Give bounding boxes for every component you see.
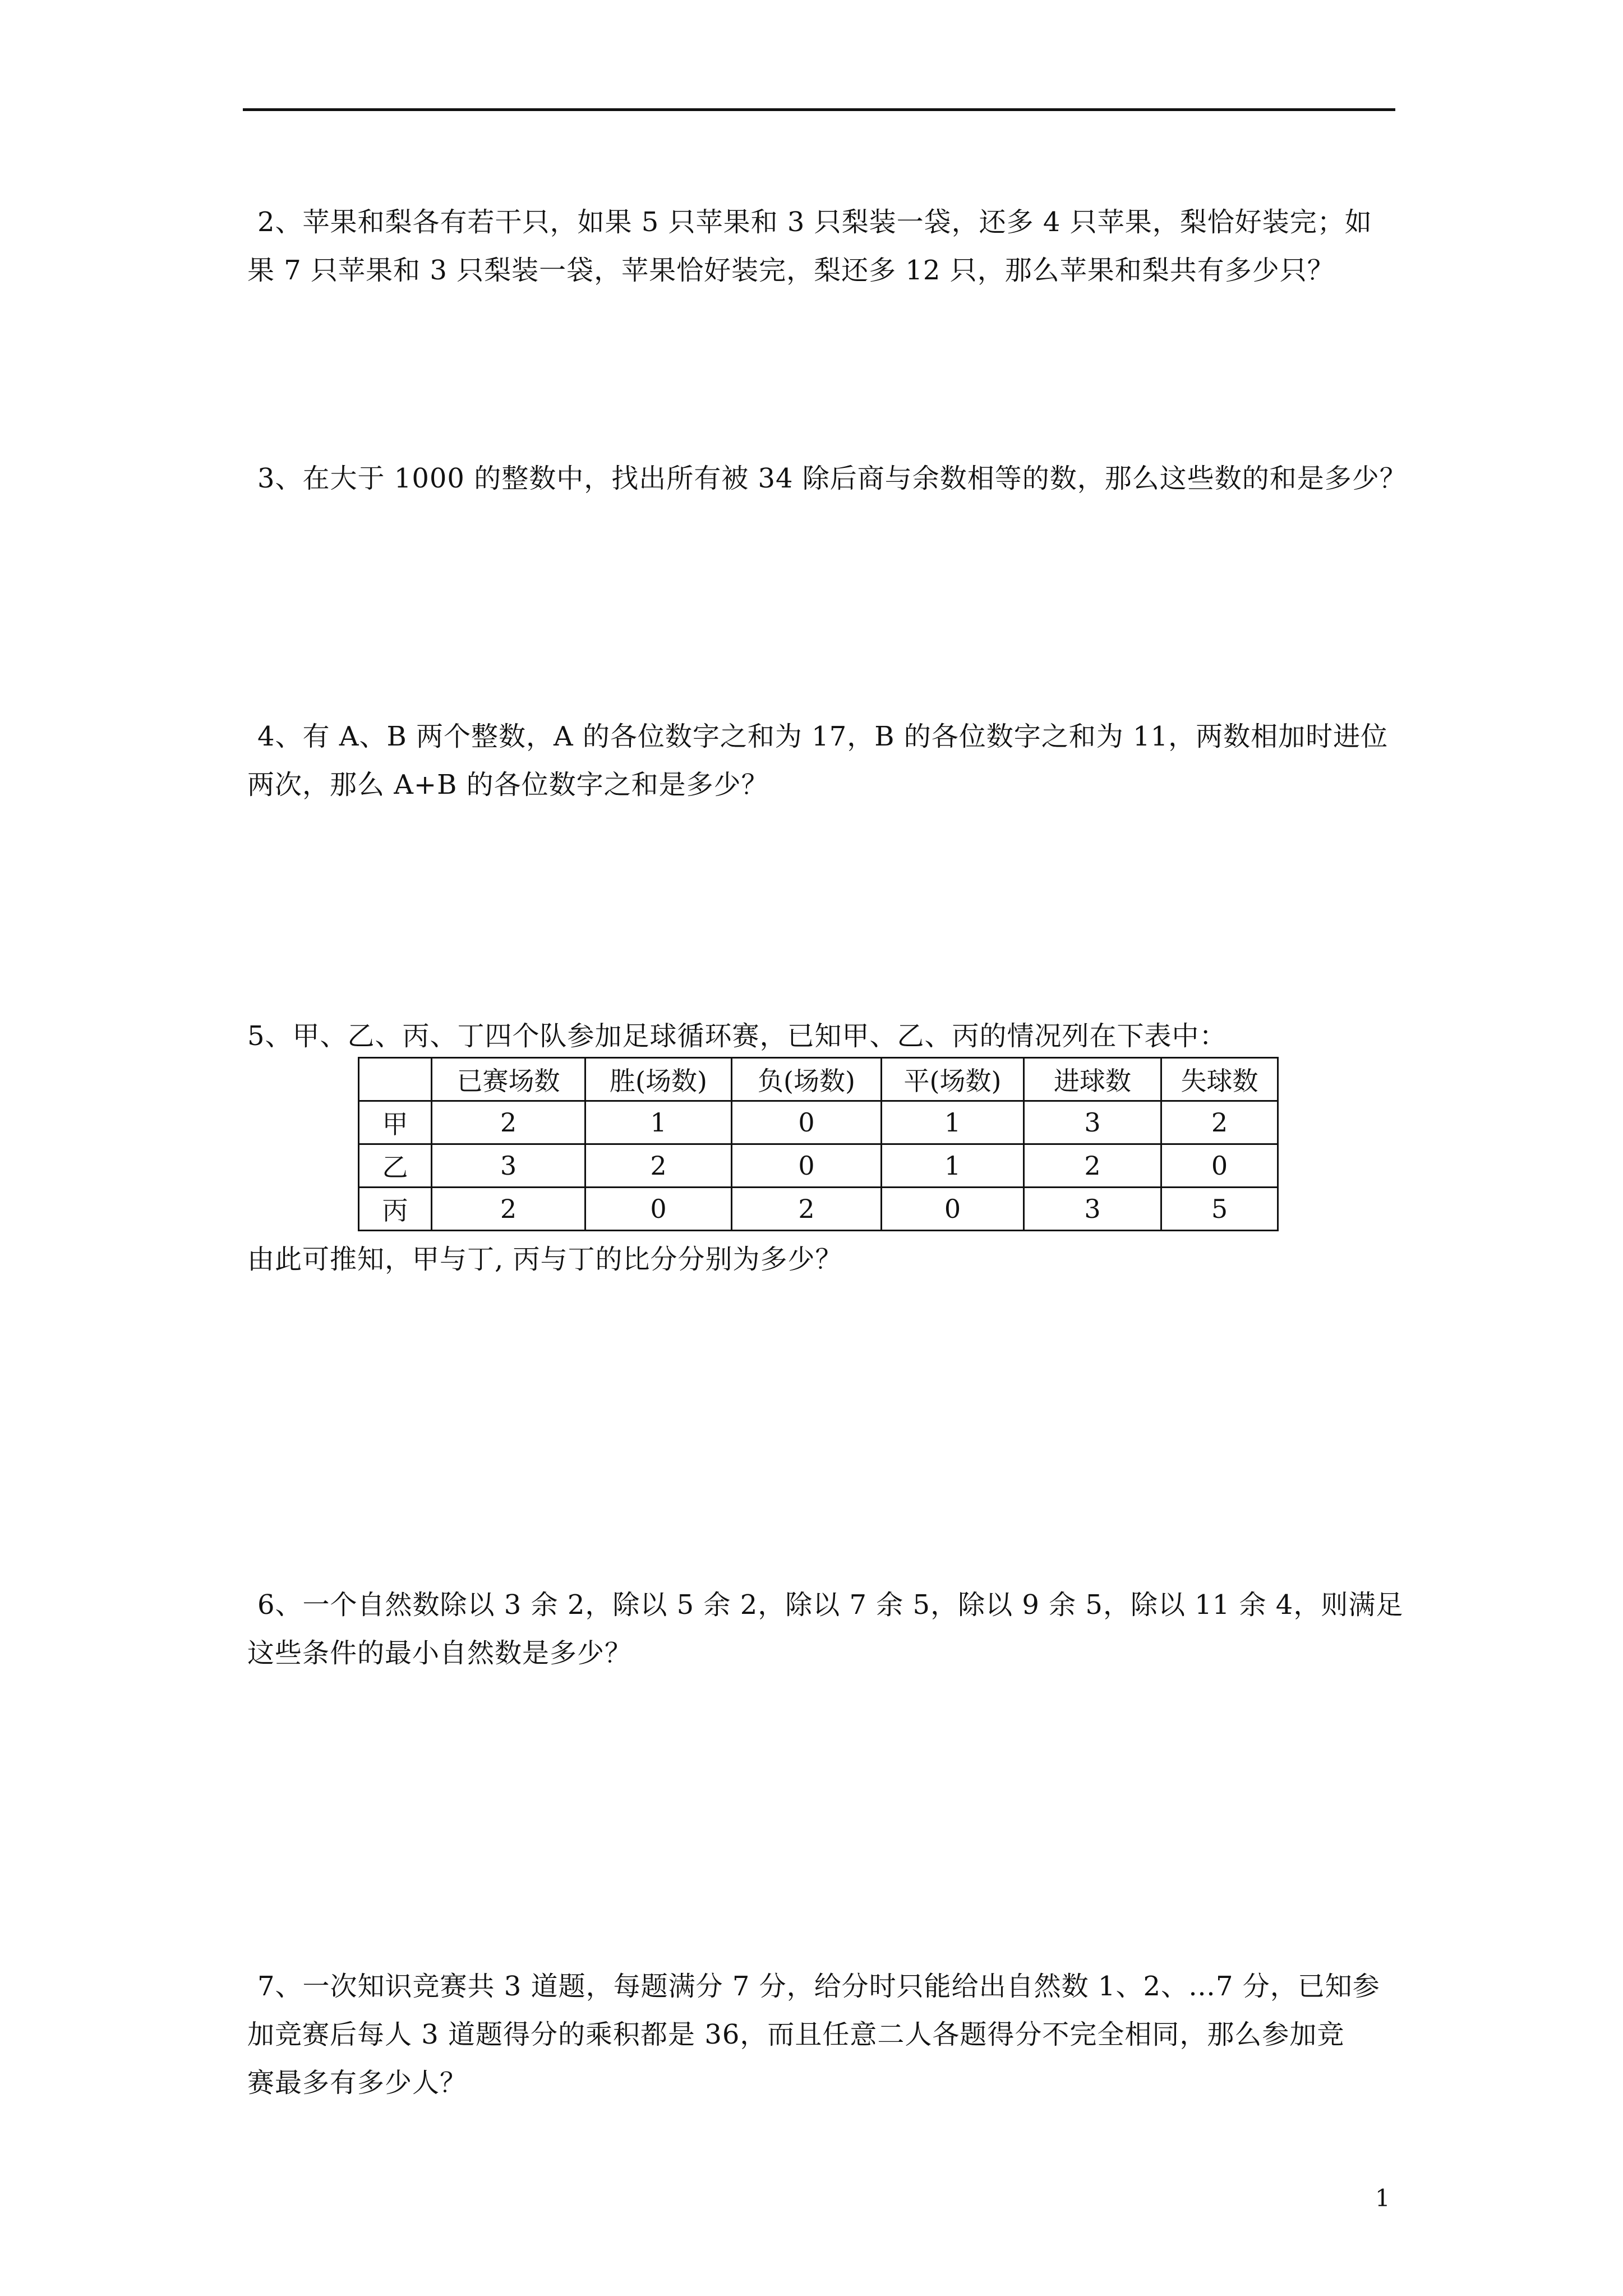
problem-7-line-2: 加竞赛后每人 3 道题得分的乘积都是 36，而且任意二人各题得分不完全相同，那么参加竞: [247, 2019, 1345, 2050]
table-header-row: [359, 1058, 1278, 1101]
problem-2-line-2: 果 7 只苹果和 3 只梨装一袋，苹果恰好装完，梨还多 12 只，那么苹果和梨共有多少只？: [247, 255, 1335, 286]
table-cell: 2: [585, 1144, 732, 1188]
standings-table: [358, 1057, 1279, 1231]
table-cell: 0: [1161, 1144, 1278, 1188]
table-cell: 1: [882, 1144, 1024, 1188]
problem-5: [247, 1012, 1394, 1060]
team-cell: 甲: [359, 1101, 432, 1144]
problem-7-line-3: 赛最多有多少人？: [247, 2067, 468, 2099]
table-cell: 0: [585, 1188, 732, 1231]
problem-5-intro: 5、甲、乙、丙、丁四个队参加足球循环赛，已知甲、乙、丙的情况列在下表中：: [247, 1020, 1227, 1052]
table-cell: 0: [882, 1188, 1024, 1231]
table-cell: 3: [1024, 1188, 1161, 1231]
table-cell: 5: [1161, 1188, 1278, 1231]
problem-3: [247, 454, 1407, 503]
table-cell: 0: [732, 1101, 882, 1144]
team-cell: 丙: [359, 1188, 432, 1231]
problem-6-line-1: 6、一个自然数除以 3 余 2，除以 5 余 2，除以 7 余 5，除以 9 余 5，除以 11 余 4，则满足: [257, 1589, 1404, 1621]
problem-5-question: [247, 1235, 1394, 1283]
page-number: 1: [1375, 2184, 1390, 2212]
problem-4-line-1: 4、有 A、B 两个整数，A 的各位数字之和为 17，B 的各位数字之和为 11，两数相加时进位: [257, 721, 1389, 752]
problem-6: [247, 1581, 1404, 1677]
header-rule: [243, 108, 1395, 111]
problem-7: [247, 1962, 1394, 2107]
problem-4-line-2: 两次，那么 A+B 的各位数字之和是多少？: [247, 769, 769, 800]
problem-7-line-1: 7、一次知识竞赛共 3 道题，每题满分 7 分，给分时只能给出自然数 1、2、…7 分，已知参: [257, 1971, 1380, 2002]
problem-5-follow: 由此可推知，甲与丁, 丙与丁的比分分别为多少？: [247, 1244, 843, 1275]
problem-6-line-2: 这些条件的最小自然数是多少？: [247, 1637, 633, 1669]
table-row: [359, 1188, 1278, 1231]
table-row: [359, 1144, 1278, 1188]
table-cell: 2: [432, 1188, 585, 1231]
problem-2-line-1: 2、苹果和梨各有若干只，如果 5 只苹果和 3 只梨装一袋，还多 4 只苹果，梨恰好装完；如: [257, 206, 1372, 238]
table-cell: 1: [585, 1101, 732, 1144]
table-cell: 1: [882, 1101, 1024, 1144]
table-header-draws: 平(场数): [882, 1058, 1024, 1101]
table-corner-cell: [359, 1058, 432, 1101]
table-cell: 2: [1024, 1144, 1161, 1188]
table-cell: 0: [732, 1144, 882, 1188]
table-cell: 2: [732, 1188, 882, 1231]
table-row: [359, 1101, 1278, 1144]
table-header-wins: 胜(场数): [585, 1058, 732, 1101]
problem-4: [247, 712, 1394, 809]
table-header-losses: 负(场数): [732, 1058, 882, 1101]
problem-2: [247, 198, 1394, 295]
table-cell: 2: [432, 1101, 585, 1144]
team-cell: 乙: [359, 1144, 432, 1188]
table-cell: 3: [432, 1144, 585, 1188]
table-cell: 3: [1024, 1101, 1161, 1144]
problem-3-line-1: 3、在大于 1000 的整数中，找出所有被 34 除后商与余数相等的数，那么这些数的和是多少？: [257, 463, 1407, 494]
table-cell: 2: [1161, 1101, 1278, 1144]
table-header-goals-for: 进球数: [1024, 1058, 1161, 1101]
table-header-played: 已赛场数: [432, 1058, 585, 1101]
table-header-goals-against: 失球数: [1161, 1058, 1278, 1101]
